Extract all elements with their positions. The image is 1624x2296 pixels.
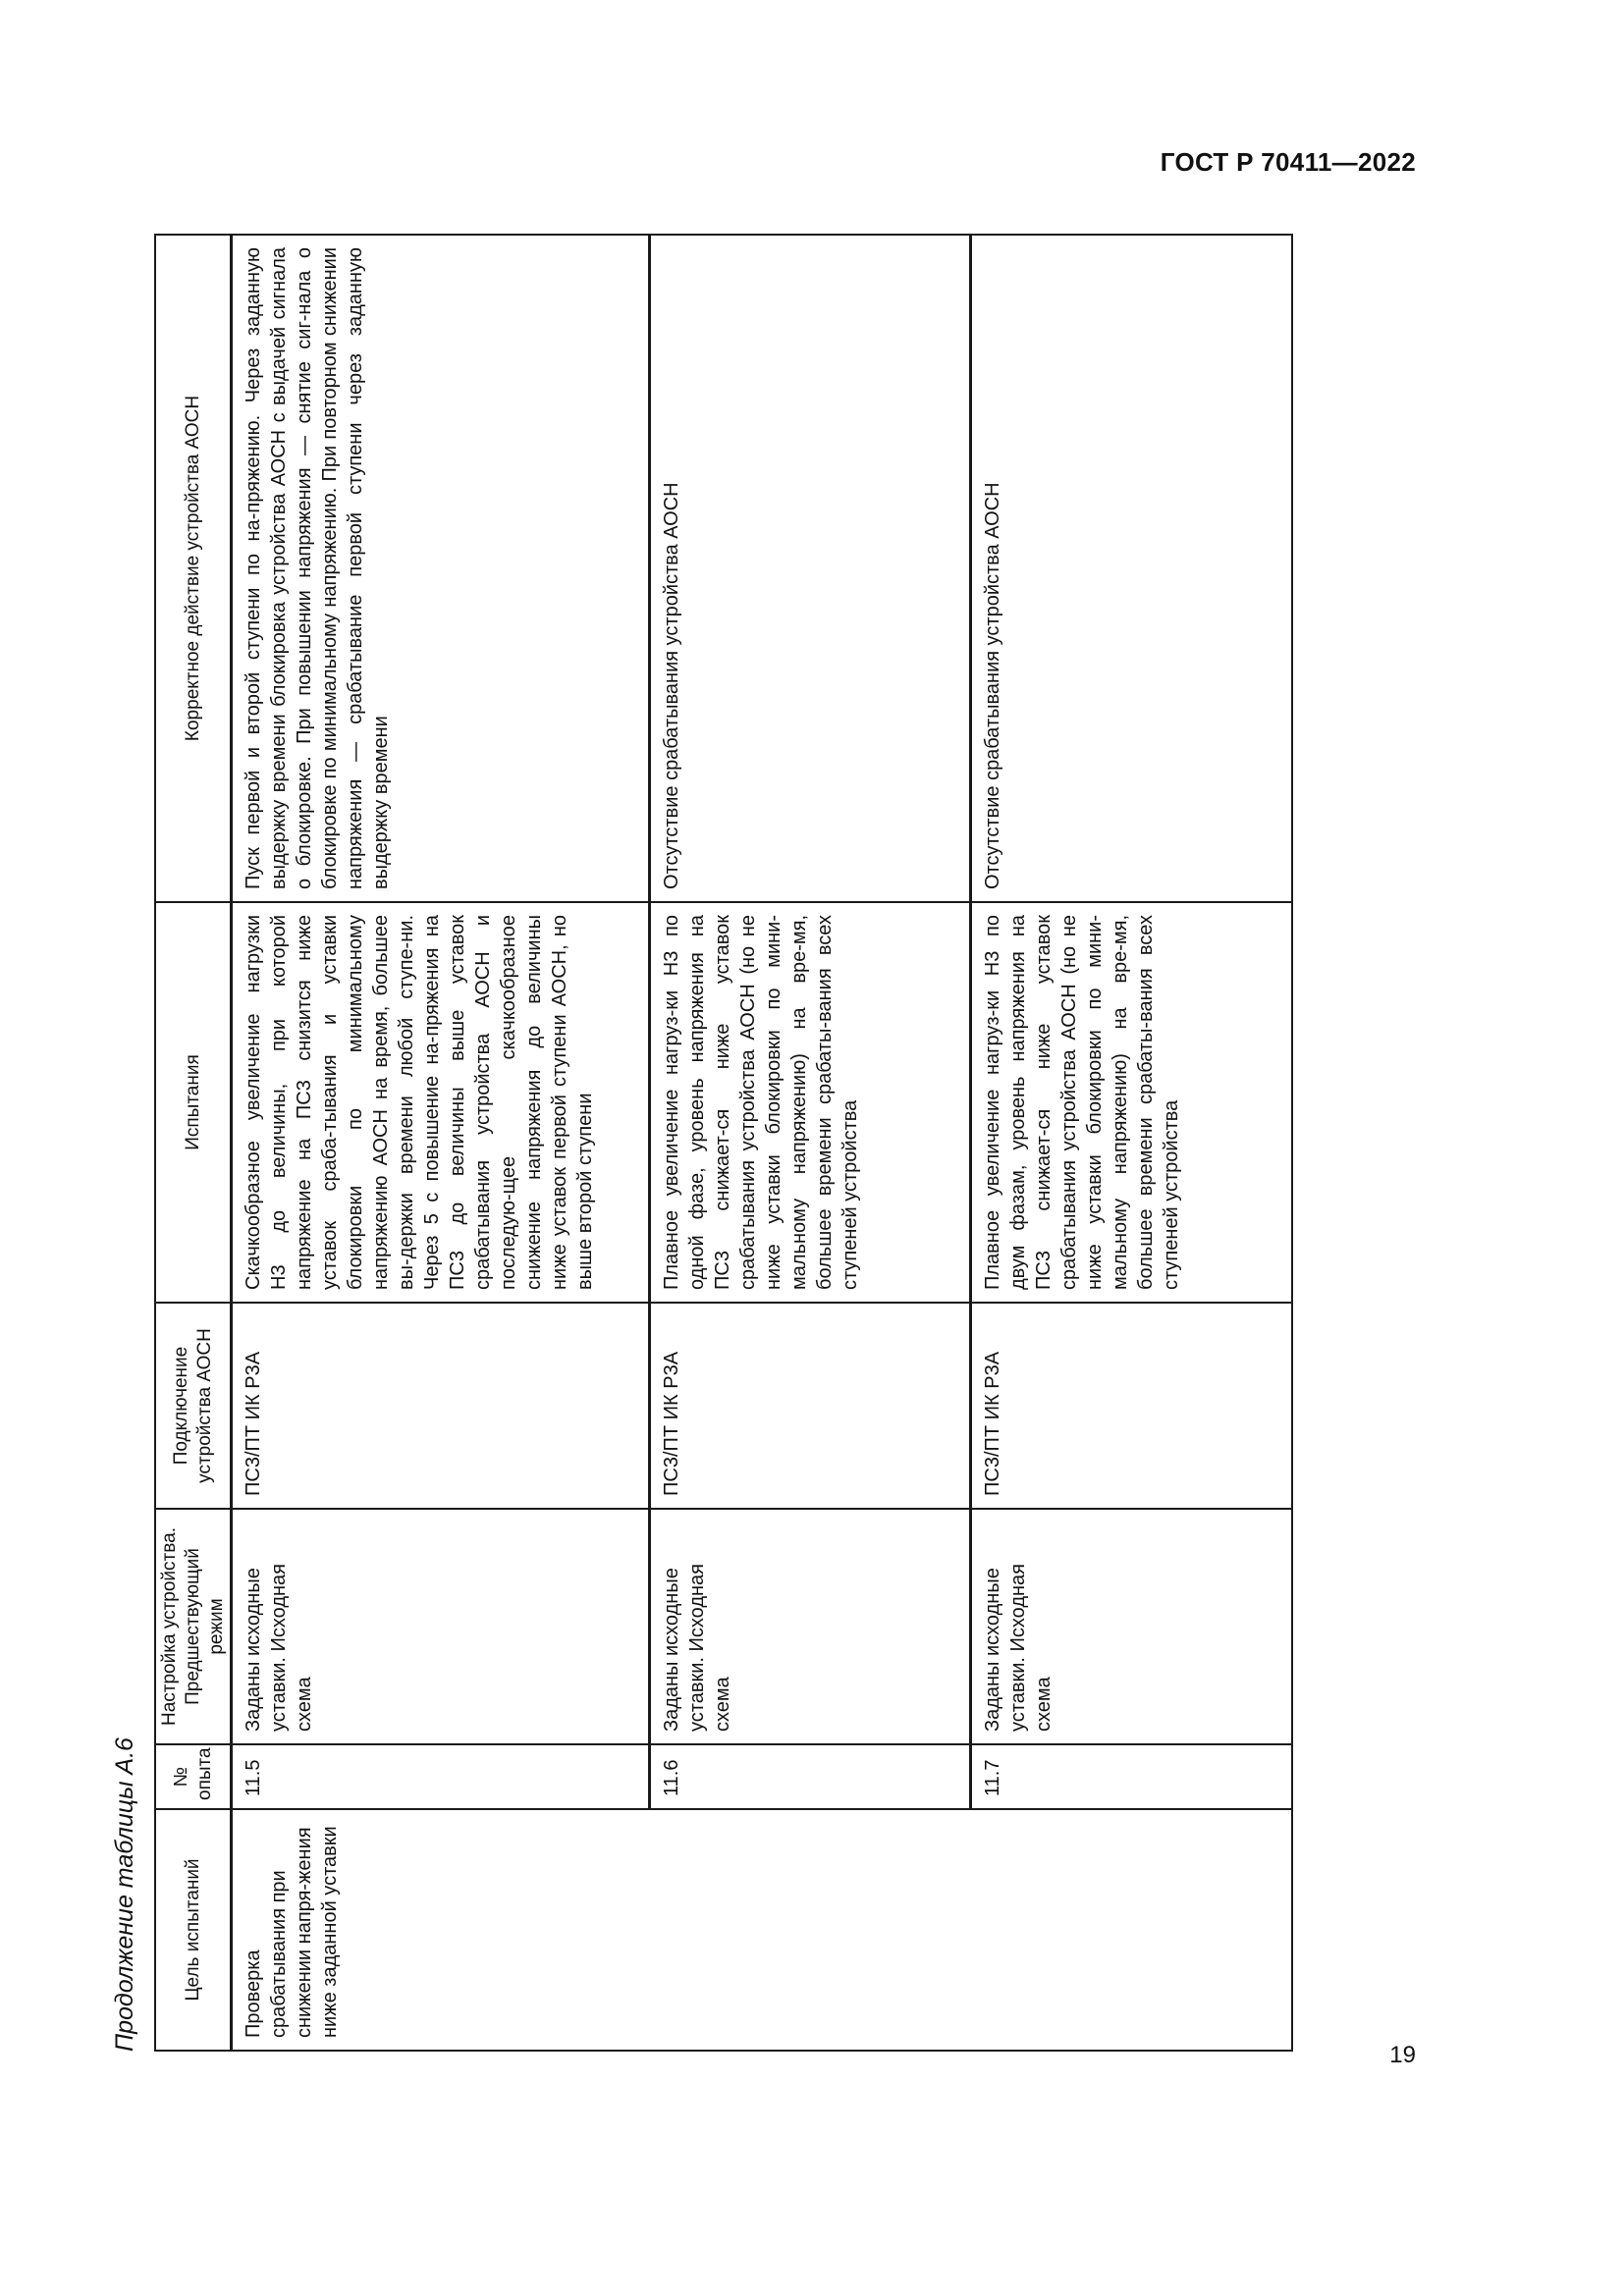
col-header-result: Корректное действие устройства АОСН [155, 235, 232, 902]
row-number: 11.6 [649, 1744, 970, 1809]
col-header-number: № опыта [155, 1744, 232, 1809]
col-header-setup: Настройка устройства. Предшествующий режим [155, 1509, 232, 1744]
row-result: Отсутствие срабатывания устройства АОСН [971, 235, 1292, 902]
rotated-table-wrapper [154, 236, 1293, 2052]
page-number: 19 [1389, 2042, 1416, 2068]
table-header-row [155, 235, 232, 2051]
row-result: Пуск первой и второй ступени по на-пряжению. Через заданную выдержку времени блокировка устройства АОСН с выдачей сигнала о блокировке. При повышении напряжения — снятие сиг-нала о блокировке по минимальному напряжению. При повторном снижении напряжения — срабатывание первой ступени через заданную выдержку времени [232, 235, 650, 902]
row-connection: ПС3/ПТ ИК Р3А [971, 1303, 1292, 1509]
row-connection: ПС3/ПТ ИК Р3А [232, 1303, 650, 1509]
row-test: Плавное увеличение нагруз-ки Н3 по одной фазе, уровень напряжения на ПС3 снижает-ся ниже уставок срабатывания устройства АОСН (но не ниже уставки блокировки по мини-мальному напряжению) на вре-мя, большее времени срабаты-вания всех ступеней устройства [649, 902, 970, 1303]
row-test: Плавное увеличение нагруз-ки Н3 по двум фазам, уровень напряжения на ПС3 снижает-ся ниже уставок срабатывания устройства АОСН (но не ниже уставки блокировки по мини-мальному напряжению) на вре-мя, большее времени срабаты-вания всех ступеней устройства [971, 902, 1292, 1303]
col-header-connection: Подключение устройства АОСН [155, 1303, 232, 1509]
goal-cell: Проверка срабатывания при снижении напря-жения ниже заданной уставки [232, 1809, 1292, 2051]
row-number: 11.7 [971, 1744, 1292, 1809]
row-connection: ПС3/ПТ ИК Р3А [649, 1303, 970, 1509]
test-table [154, 234, 1293, 2052]
table-caption: Продолжение таблицы А.6 [111, 1737, 138, 2052]
col-header-test: Испытания [155, 902, 232, 1303]
row-result: Отсутствие срабатывания устройства АОСН [649, 235, 970, 902]
document-id: ГОСТ Р 70411—2022 [1160, 147, 1416, 177]
table-row [971, 235, 1292, 2051]
table-row [649, 235, 970, 2051]
row-setup: Заданы исходные уставки. Исходная схема [971, 1509, 1292, 1744]
row-setup: Заданы исходные уставки. Исходная схема [649, 1509, 970, 1744]
row-setup: Заданы исходные уставки. Исходная схема [232, 1509, 650, 1744]
row-test: Скачкообразное увеличение нагрузки Н3 до величины, при которой напряжение на ПС3 снизится ниже уставок сраба-тывания и уставки блокировки по минимальному напряжению АОСН на время, большее вы-держки времени любой ступе-ни. Через 5 с повышение на-пряжения на ПС3 до величины выше уставок срабатывания устройства АОСН и последую-щее скачкообразное снижение напряжения до величины ниже уставок первой ступени АОСН, но выше второй ступени [232, 902, 650, 1303]
row-number: 11.5 [232, 1744, 650, 1809]
table-row [232, 235, 650, 2051]
col-header-goal: Цель испытаний [155, 1809, 232, 2051]
